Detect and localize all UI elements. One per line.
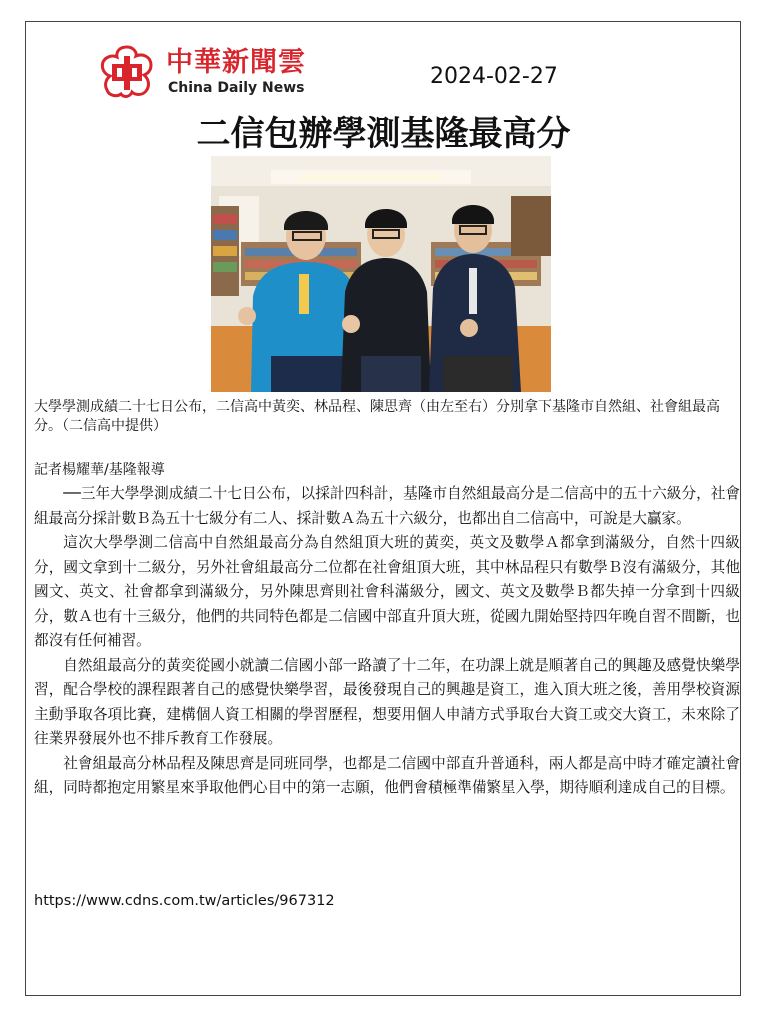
- article-body: [34, 482, 740, 801]
- china-daily-news-logo-icon: [98, 44, 156, 100]
- publish-date: 2024-02-27: [430, 64, 558, 89]
- article-paragraph: 自然組最高分的黃奕從國小就讀二信國小部一路讀了十二年，在功課上就是順著自己的興趣及感覺快樂學習，配合學校的課程跟著自己的感覺快樂學習，最後發現自己的興趣是資工，進入頂大班之後，善用學校資源主動爭取各項比賽，建構個人資工相關的學習歷程，想要用個人申請方式爭取台大資工或交大資工，未來除了往業界發展外也不排斥教育工作發展。: [34, 656, 740, 747]
- article-byline: 記者楊耀華/基隆報導: [34, 462, 165, 478]
- logo-english-name: China Daily News: [168, 80, 305, 96]
- photo-caption: 大學學測成績二十七日公布，二信高中黃奕、林品程、陳思齊（由左至右）分別拿下基隆市自然組、社會組最高分。（二信高中提供）: [34, 399, 720, 434]
- article-photo: [211, 156, 551, 392]
- article-paragraph: 這次大學學測二信高中自然組最高分為自然組頂大班的黃奕，英文及數學Ａ都拿到滿級分，自然十四級分，國文拿到十二級分，另外社會組最高分二位都在社會組頂大班，其中林品程只有數學Ｂ沒有滿級分，其他國文、英文、社會都拿到滿級分，另外陳思齊則社會科滿級分，國文、英文及數學Ｂ都失掉一分拿到十四級分，數Ａ也有十三級分，他們的共同特色都是二信國中部直升頂大班，從國九開始堅持四年晚自習不間斷，也都沒有任何補習。: [34, 534, 740, 649]
- article-headline: 二信包辦學測基隆最高分: [196, 114, 571, 154]
- group-photo-image: [211, 156, 551, 392]
- masthead-logo: [98, 44, 318, 100]
- source-url: https://www.cdns.com.tw/articles/967312: [34, 893, 335, 909]
- article-paragraph: ──三年大學學測成績二十七日公布，以採計四科計，基隆市自然組最高分是二信高中的五十六級分，社會組最高分採計數Ｂ為五十七級分有二人、採計數Ａ為五十六級分，也都出自二信高中，可說是大贏家。: [34, 485, 740, 527]
- logo-chinese-name: 中華新聞雲: [166, 47, 306, 78]
- article-paragraph: 社會組最高分林品程及陳思齊是同班同學，也都是二信國中部直升普通科，兩人都是高中時才確定讀社會組，同時都抱定用繁星來爭取他們心目中的第一志願，他們會積極準備繁星入學，期待順利達成自己的目標。: [34, 754, 740, 796]
